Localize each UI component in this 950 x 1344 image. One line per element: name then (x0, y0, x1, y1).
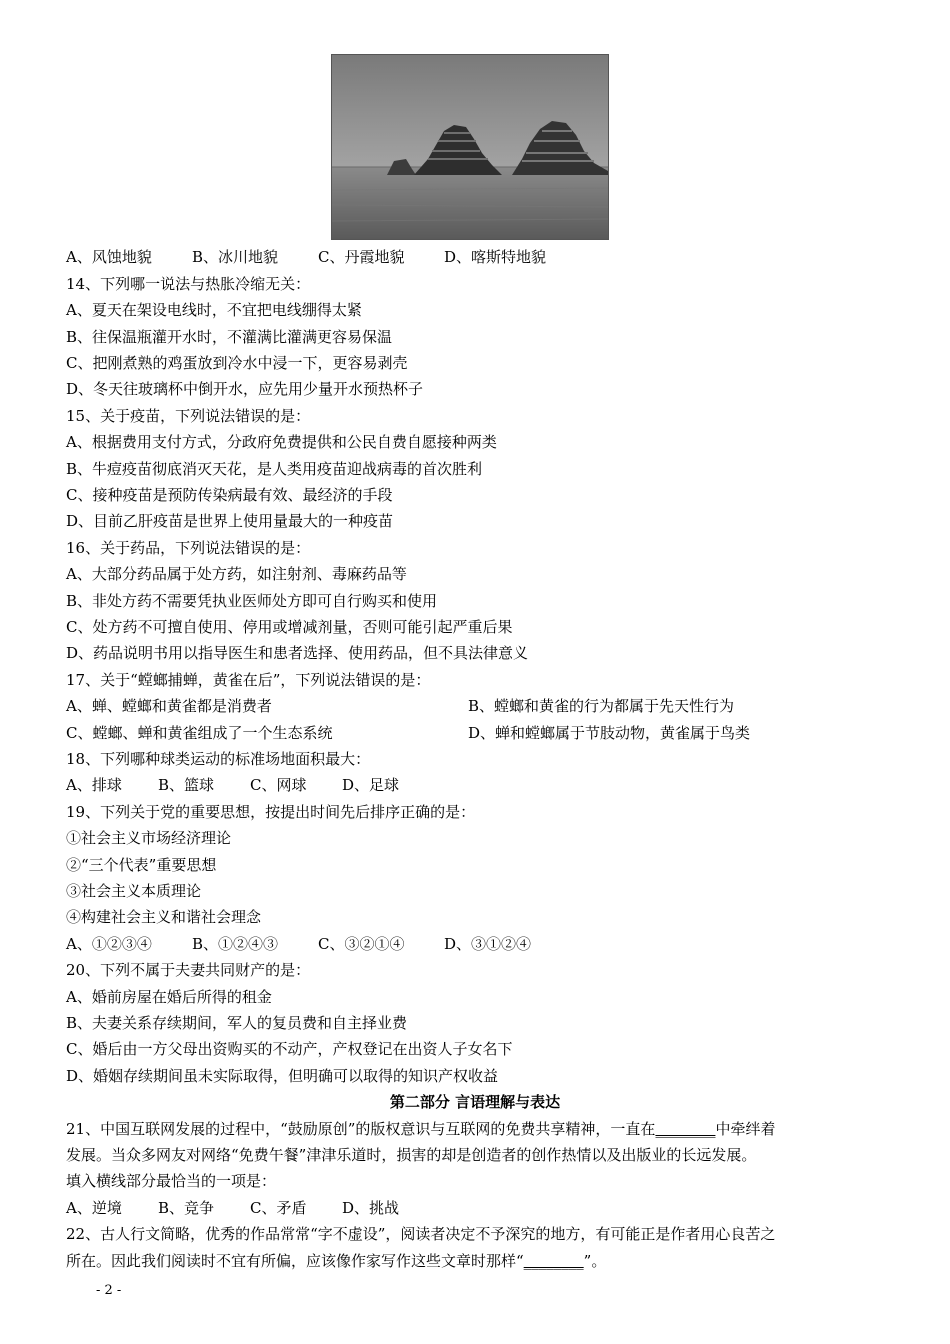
q18-options (66, 775, 399, 795)
landform-photo (331, 54, 609, 240)
q13-option-d: D、喀斯特地貌 (444, 248, 547, 266)
q15-option-b: B、牛痘疫苗彻底消灭天花，是人类用疫苗迎战病毒的首次胜利 (66, 460, 483, 478)
q21-line-2: 发展。当众多网友对网络“免费午餐”津津乐道时，损害的却是创造者的创作热情以及出版业的长远发展。 (66, 1146, 757, 1164)
q16-option-a: A、大部分药品属于处方药，如注射剂、毒麻药品等 (66, 565, 407, 583)
q21-line-1 (66, 1119, 775, 1139)
q17-option-a: A、蝉、螳螂和黄雀都是消费者 (66, 697, 272, 715)
q19-item-4: ④构建社会主义和谐社会理念 (66, 908, 262, 926)
q15-option-a: A、根据费用支付方式，分政府免费提供和公民自费自愿接种两类 (66, 433, 497, 451)
q18-option-c: C、网球 (250, 776, 307, 794)
q18-stem: 18、下列哪种球类运动的标准场地面积最大： (66, 750, 371, 768)
q20-option-c: C、婚后由一方父母出资购买的不动产，产权登记在出资人子女名下 (66, 1040, 513, 1058)
q13-option-c: C、丹霞地貌 (318, 248, 405, 266)
q17-option-c: C、螳螂、蝉和黄雀组成了一个生态系统 (66, 724, 333, 742)
q15-stem: 15、关于疫苗，下列说法错误的是： (66, 407, 311, 425)
q20-option-a: A、婚前房屋在婚后所得的租金 (66, 988, 272, 1006)
q14-option-b: B、往保温瓶灌开水时，不灌满比灌满更容易保温 (66, 328, 393, 346)
q13-options (66, 247, 546, 267)
q21-option-d: D、挑战 (342, 1199, 400, 1217)
q22-text-a: 所在。因此我们阅读时不宜有所偏，应该像作家写作这些文章时那样“ (66, 1252, 524, 1270)
q22-line-1: 22、古人行文简略，优秀的作品常常“字不虚设”，阅读者决定不予深究的地方，有可能正是作者用心良苦之 (66, 1225, 776, 1243)
q16-option-b: B、非处方药不需要凭执业医师处方即可自行购买和使用 (66, 592, 438, 610)
q18-option-d: D、足球 (342, 776, 400, 794)
q19-option-c: C、③②①④ (318, 935, 405, 953)
q17-option-d: D、蝉和螳螂属于节肢动物，黄雀属于鸟类 (468, 724, 751, 742)
q19-item-2: ②“三个代表”重要思想 (66, 856, 217, 874)
q18-option-b: B、篮球 (158, 776, 215, 794)
q16-option-c: C、处方药不可擅自使用、停用或增减剂量，否则可能引起严重后果 (66, 618, 513, 636)
q14-option-a: A、夏天在架设电线时，不宜把电线绷得太紧 (66, 301, 362, 319)
q16-option-d: D、药品说明书用以指导医生和患者选择、使用药品，但不具法律意义 (66, 644, 529, 662)
q21-option-b: B、竞争 (158, 1199, 215, 1217)
q21-options (66, 1198, 399, 1218)
q21-text-a: 21、中国互联网发展的过程中，“鼓励原创”的版权意识与互联网的免费共享精神，一直在 (66, 1120, 656, 1138)
q21-prompt: 填入横线部分最恰当的一项是： (66, 1172, 277, 1190)
q14-option-d: D、冬天往玻璃杯中倒开水，应先用少量开水预热杯子 (66, 380, 424, 398)
part2-title: 第二部分 言语理解与表达 (389, 1093, 561, 1111)
q13-option-b: B、冰川地貌 (192, 248, 279, 266)
q20-option-b: B、夫妻关系存续期间，军人的复员费和自主择业费 (66, 1014, 408, 1032)
q15-option-d: D、目前乙肝疫苗是世界上使用量最大的一种疫苗 (66, 512, 394, 530)
q22-blank: ________ (523, 1252, 584, 1270)
q21-blank: ________ (655, 1120, 716, 1138)
q19-stem: 19、下列关于党的重要思想，按提出时间先后排序正确的是： (66, 803, 476, 821)
q21-option-a: A、逆境 (66, 1199, 122, 1217)
q19-option-b: B、①②④③ (192, 935, 279, 953)
q15-option-c: C、接种疫苗是预防传染病最有效、最经济的手段 (66, 486, 393, 504)
q19-item-3: ③社会主义本质理论 (66, 882, 202, 900)
page-number: - 2 - (96, 1283, 122, 1298)
q17-stem: 17、关于“螳螂捕蝉，黄雀在后”，下列说法错误的是： (66, 671, 431, 689)
q18-option-a: A、排球 (66, 776, 122, 794)
q14-option-c: C、把刚煮熟的鸡蛋放到冷水中浸一下，更容易剥壳 (66, 354, 408, 372)
q19-option-a: A、①②③④ (66, 935, 152, 953)
q17-option-b: B、螳螂和黄雀的行为都属于先天性行为 (468, 697, 735, 715)
q13-option-a: A、风蚀地貌 (66, 248, 152, 266)
q20-option-d: D、婚姻存续期间虽未实际取得，但明确可以取得的知识产权收益 (66, 1067, 499, 1085)
q21-text-b: 中牵绊着 (715, 1120, 776, 1138)
q16-stem: 16、关于药品，下列说法错误的是： (66, 539, 311, 557)
q19-option-d: D、③①②④ (444, 935, 532, 953)
q20-stem: 20、下列不属于夫妻共同财产的是： (66, 961, 311, 979)
q22-text-b: ”。 (583, 1252, 607, 1270)
q19-options (66, 934, 531, 954)
q21-option-c: C、矛盾 (250, 1199, 307, 1217)
q22-line-2 (66, 1251, 606, 1271)
q19-item-1: ①社会主义市场经济理论 (66, 829, 232, 847)
q14-stem: 14、下列哪一说法与热胀冷缩无关： (66, 275, 311, 293)
